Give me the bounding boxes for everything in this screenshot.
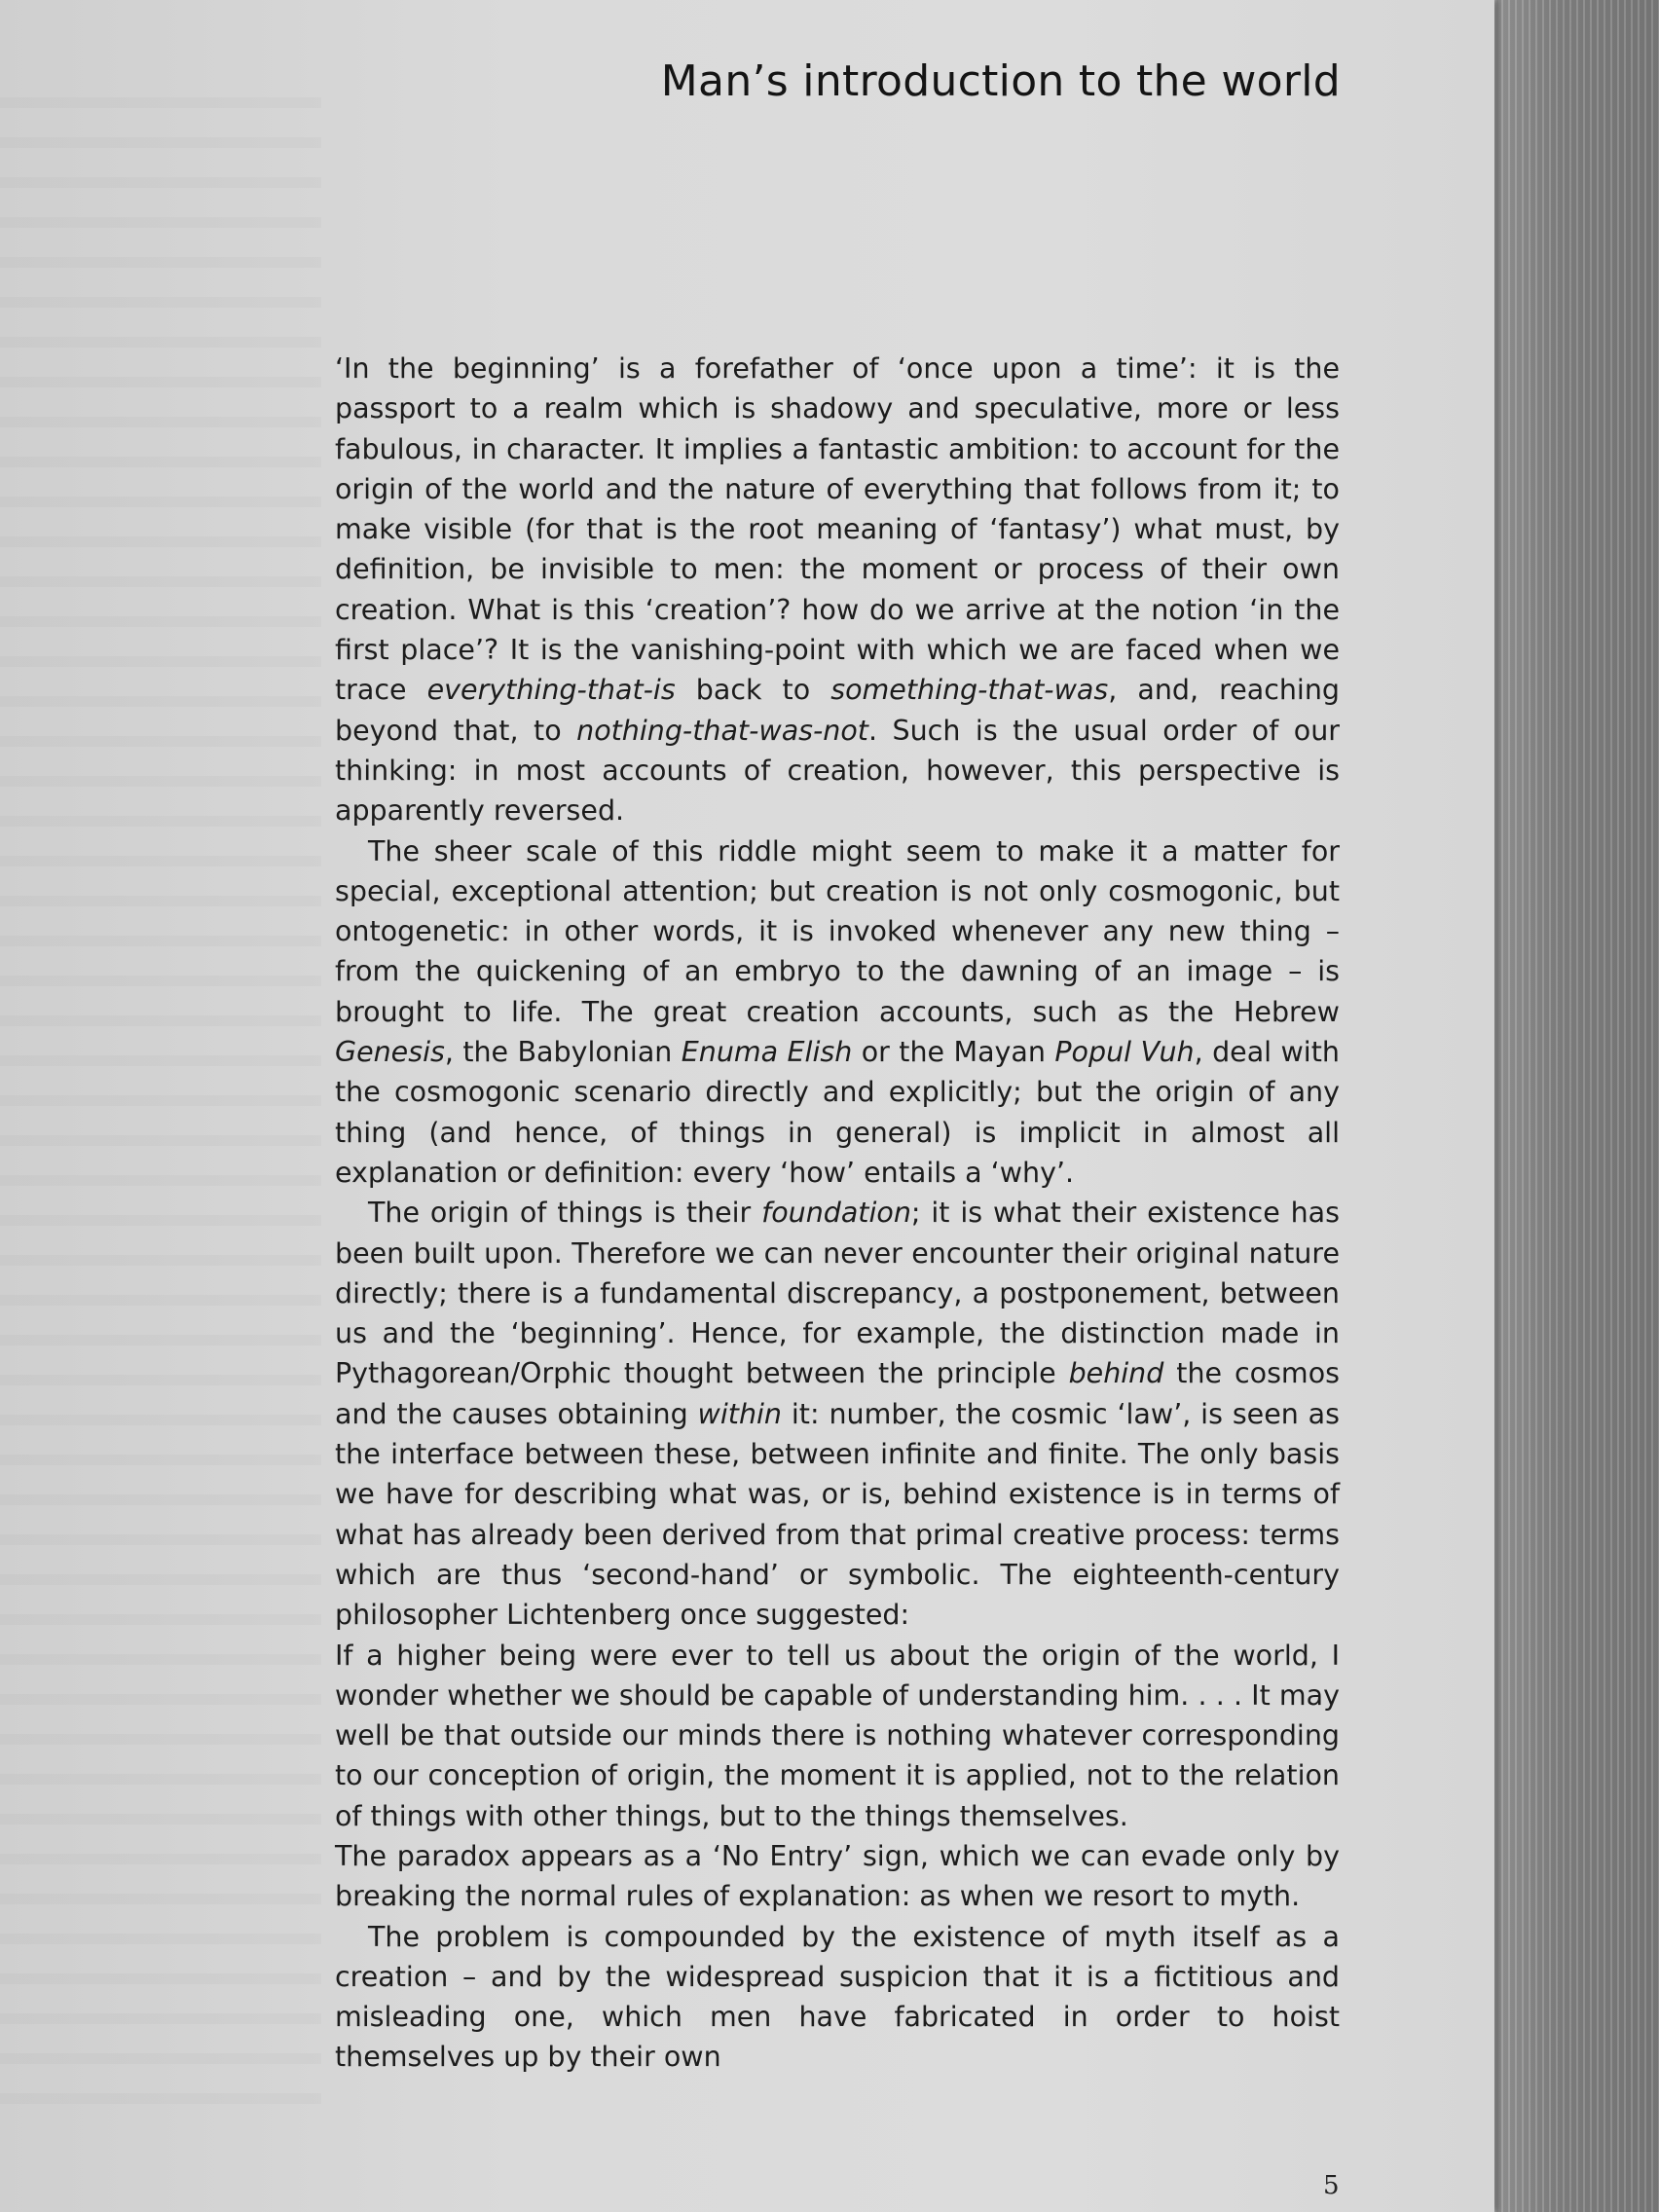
italic-term: Genesis [335,1036,445,1069]
book-binding-edge [1494,0,1659,2212]
paragraph-2: The sheer scale of this riddle might seem to make it a matter for special, exceptional attention; but creation is not only cosmogonic, but ontogenetic: in other words, it is invoked whenever any new thing – from the quickening of an embryo to the dawning of an image – is brought to life. The great creation accounts, such as the Hebrew Genesis, the Babylonian Enuma Elish or the Mayan Popul Vuh, deal with the cosmogonic scenario directly and explicitly; but the origin of any thing (and hence, of things in general) is implicit in almost all explanation or definition: every ‘how’ entails a ‘why’. [335,834,1340,1189]
italic-term: something-that-was [830,674,1109,707]
chapter-title: Man’s introduction to the world [660,56,1341,106]
paragraph-5: The problem is compounded by the existence of myth itself as a creation – and by the widespread suspicion that it is a fictitious and misleading one, which men have fabricated in order to hoist themselves up by their own [335,1920,1340,2074]
paragraph-4: The paradox appears as a ‘No Entry’ sign, which we can evade only by breaking the normal rules of explanation: as when we resort to myth. [335,1839,1340,1913]
italic-term: nothing-that-was-not [576,714,868,747]
italic-term: Enuma Elish [681,1036,853,1069]
block-quote: If a higher being were ever to tell us about the origin of the world, I wonder whether we should be capable of understanding him. . . . It may well be that outside our minds there is nothing whatever corresponding to our conception of origin, the moment it is applied, not to the relation of things with other things, but to the things themselves. [335,1639,1340,1832]
page-number: 5 [1323,2171,1340,2200]
italic-term: within [697,1397,782,1430]
italic-term: Popul Vuh [1054,1036,1195,1069]
italic-term: behind [1068,1357,1164,1390]
paragraph-3: The origin of things is their foundation; it is what their existence has been built upon. Therefore we can never encounter their original nature directly; there is a fundamental discrepancy, a postponement, between us and the ‘beginning’. Hence, for example, the distinction made in Pythagorean/Orphic thought between the principle behind the cosmos and the causes obtaining within it: number, the cosmic ‘law’, is seen as the interface between these, between infinite and finite. The only basis we have for describing what was, or is, behind existence is in terms of what has already been derived from that primal creative process: terms which are thus ‘second-hand’ or symbolic. The eighteenth-century philosopher Lichtenberg once suggested: [335,1197,1340,1632]
italic-term: everything-that-is [426,674,676,707]
paragraph-1: ‘In the beginning’ is a forefather of ‘once upon a time’: it is the passport to a realm which is shadowy and speculative, more or less fabulous, in character. It implies a fantastic ambition: to account for the origin of the world and the nature of everything that follows from it; to make visible (for that is the root meaning of ‘fantasy’) what must, by definition, be invisible to men: the moment or process of their own creation. What is this ‘creation’? how do we arrive at the notion ‘in the first place’? It is the vanishing-point with which we are faced when we trace everything-that-is back to something-that-was, and, reaching beyond that, to nothing-that-was-not. Such is the usual order of our thinking: in most accounts of creation, however, this perspective is apparently reversed. [335,352,1340,828]
italic-term: foundation [761,1197,911,1230]
show-through-text [0,68,321,2113]
body-text [335,349,1340,2078]
